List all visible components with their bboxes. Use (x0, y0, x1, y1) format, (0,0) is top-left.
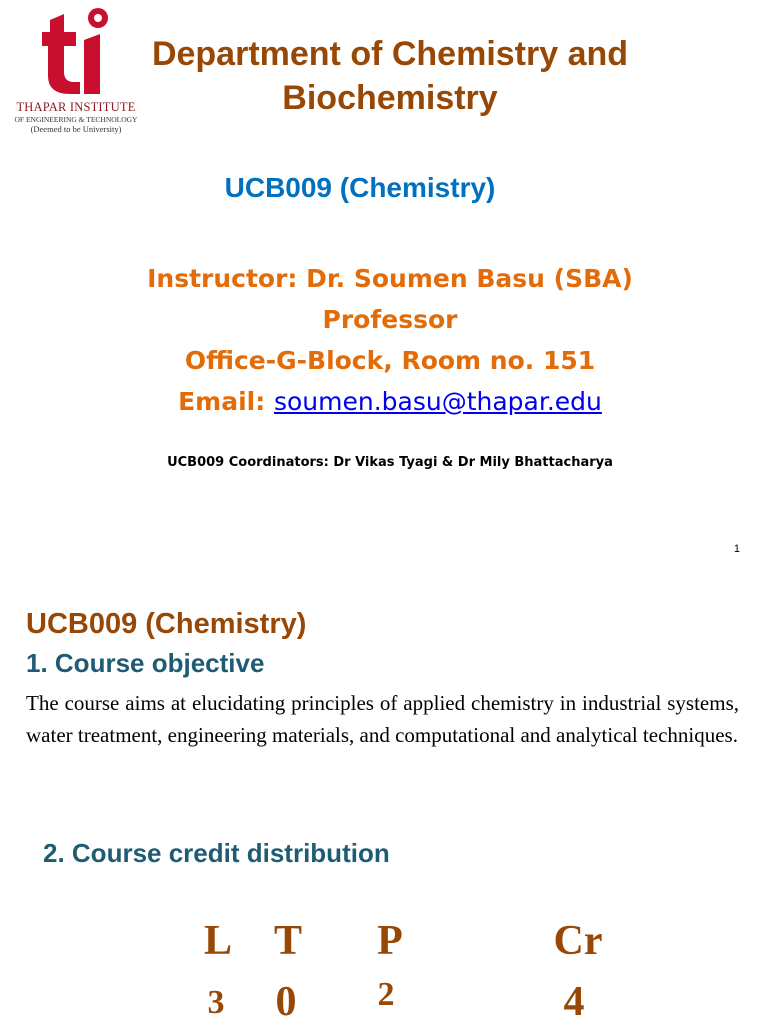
course-title: UCB009 (Chemistry) (224, 172, 496, 203)
logo-institute-name: THAPAR INSTITUTE (16, 100, 136, 114)
email-link[interactable]: soumen.basu@thapar.edu (273, 387, 602, 416)
course-objective-text: The course aims at elucidating principles of applied chemistry in industrial systems, water treatment, engineering materials, and computational and analytical techniques. (26, 691, 739, 747)
credit-header-lecture: L (203, 918, 232, 964)
ti-logo-mark-icon (40, 6, 112, 98)
instructor-email-line (40, 381, 740, 422)
logo-subtitle: OF ENGINEERING & TECHNOLOGY (14, 115, 138, 124)
course-objective-heading: 1. Course objective (26, 648, 265, 678)
slide-number: 1 (733, 543, 740, 555)
credit-value-tutorial: 0 (275, 979, 297, 1025)
department-title-line-1: Department of Chemistry and (151, 35, 629, 73)
slide-2-title: UCB009 (Chemistry) (26, 608, 307, 640)
credit-distribution-heading: 2. Course credit distribution (43, 838, 390, 868)
instructor-block (40, 258, 740, 422)
instructor-designation: Professor (322, 305, 458, 334)
email-label: Email: (178, 387, 274, 416)
credit-value-lecture: 3 (207, 984, 225, 1021)
instructor-office: Office-G-Block, Room no. 151 (184, 346, 596, 375)
coordinators-text: UCB009 Coordinators: Dr Vikas Tyagi & Dr Mily Bhattacharya (167, 455, 613, 470)
logo-deemed-line: (Deemed to be University) (30, 124, 122, 134)
department-title (110, 32, 670, 120)
credit-header-tutorial: T (273, 918, 302, 964)
credit-value-practical: 2 (377, 976, 395, 1013)
department-title-line-2: Biochemistry (282, 79, 498, 117)
credit-header-credits: Cr (553, 918, 603, 964)
credit-header-practical: P (377, 918, 403, 964)
credit-value-credits: 4 (563, 979, 585, 1025)
instructor-name: Instructor: Dr. Soumen Basu (SBA) (147, 264, 633, 293)
course-slide (0, 576, 768, 1024)
